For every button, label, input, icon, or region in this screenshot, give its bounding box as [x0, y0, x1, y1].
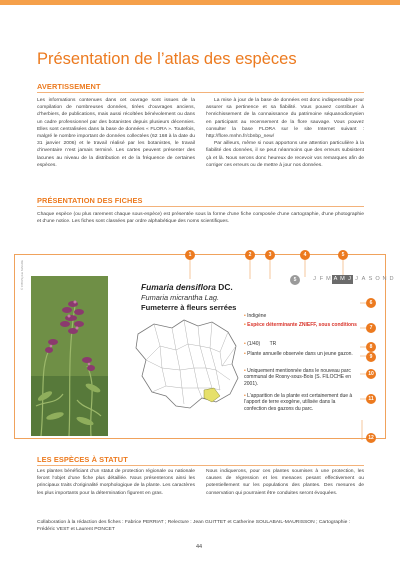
- distribution-map: [132, 316, 242, 431]
- sheet-notes: • Indigène • Espèce déterminante ZNIEFF, sous conditions • (1/40) TR • Plante annuelle observée dans un jeune gazon. • Uniquement mentionnée dans le nouveau parc communal de Rosny-sous-Bois (S. FILOCHE en 2001). • L’apparition de la plante est certainement due à l’apport de terre exogène, utilisée dans la confection des gazons du parc.: [244, 313, 357, 412]
- flowering-months: [311, 275, 395, 284]
- credits-text: Collaboration à la rédaction des fiches : Fabrice PERRIAT ; Relecture : Jean GUITTET et Catherine SOULABAIL-MAURISSON ; Cartographie : Frédéric VEST et Laurent PONCET: [37, 520, 351, 533]
- seine-saint-denis-map: [132, 316, 242, 431]
- callout-badge: 2: [245, 250, 255, 260]
- note-origin: L’apparition de la plante est certainement due à l’apport de terre exogène, utilisée dans la confection des gazons du parc.: [244, 393, 353, 412]
- note-indigenous: Indigène: [247, 313, 267, 319]
- section-heading-fiches: PRÉSENTATION DES FICHES: [37, 196, 143, 205]
- callout-badge: 3: [265, 250, 275, 260]
- french-name: Fumeterre à fleurs serrées: [141, 303, 237, 312]
- month-cell: J: [355, 276, 358, 282]
- avertissement-left-text: Les informations contenues dans cet ouvrage sont issues de la compilation de nombreuses données, tirées d’ouvrages anciens, d’herbiers, de publications, mais aussi récoltées bénévolement ou dans un cadre professionnel par des botanistes depuis plusieurs décennies. Elles sont centralisées dans la base de données « FLORA ». Toutefois, malgré le nombre important de données collectées (62 168 à la date du 31 janvier 2006) et le travail réalisé par les botanistes, le travail d’inventaire n’est jamais terminé. Les cartes peuvent présenter des lacunes au niveau de la distribution et de la fréquence de certaines espèces.: [37, 98, 195, 168]
- scientific-name: [141, 282, 233, 292]
- note-trend: TR: [269, 341, 277, 347]
- synonym-name: Fumaria micrantha Lag.: [141, 293, 220, 302]
- scientific-name-text: Fumaria densiflora: [141, 282, 216, 292]
- fumaria-photo-illustration: [31, 276, 108, 436]
- statut-left-text: Les plantes bénéficiant d’un statut de protection régionale ou nationale feront l’objet d’une fiche plus détaillée. Nous présenterons ainsi les principaux traits d’originalité morphologique de la plante. Les caractères les plus importants pour la détermination figurent en gras.: [37, 469, 195, 496]
- callout-badge: 12: [366, 433, 376, 443]
- page-title: Présentation de l’atlas des espèces: [37, 50, 297, 68]
- statut-right-text: Nous indiquerons, pour ces plantes soumises à une protection, les causes de régression et les menaces pesant effectivement ou potentiellement sur les populations des plantes. Des mesures de conservation qui pourraient être conduites seront évoquées.: [206, 469, 364, 496]
- callout-badge: 4: [300, 250, 310, 260]
- month-cell-active: M: [340, 276, 345, 282]
- month-cell-active: J: [346, 275, 353, 284]
- month-cell: M: [326, 276, 331, 282]
- callout-badge: 1: [185, 250, 195, 260]
- month-cell: S: [368, 276, 373, 282]
- callout-badge: 11: [366, 394, 376, 404]
- callout-badge: 10: [366, 369, 376, 379]
- scientific-name-author: DC.: [218, 282, 233, 292]
- callout-badge: 5: [338, 250, 348, 260]
- month-cell-active: A: [333, 276, 338, 282]
- section-heading-statut: LES ESPÈCES À STATUT: [37, 455, 128, 464]
- callout-badge: 6: [366, 298, 376, 308]
- note-znieff: Espèce déterminante ZNIEFF, sous conditions: [247, 322, 357, 328]
- note-habitat: Plante annuelle observée dans un jeune gazon.: [247, 351, 353, 357]
- photo-credit: © CBN/Sylvie MAGRE: [20, 259, 24, 290]
- month-cell: F: [319, 276, 324, 282]
- page-number: 44: [196, 544, 203, 550]
- month-cell: N: [382, 276, 387, 282]
- callout-badge: 8: [366, 342, 376, 352]
- section-heading-avertissement: AVERTISSEMENT: [37, 82, 101, 91]
- note-commune-count: (1/40): [247, 341, 261, 347]
- month-cell: J: [313, 276, 316, 282]
- avertissement-right-text-2: Par ailleurs, même si nous apportons une attention particulière à la fiabilité des données, il se peut néanmoins que des erreurs subsistent çà et là. Nous serons donc heureux de recevoir vos remarques afin de corriger ces erreurs ou de mettre à jour nos données.: [206, 141, 364, 168]
- status-badge: 5: [290, 275, 300, 285]
- avertissement-right-text-1: La mise à jour de la base de données est donc indispensable pour assurer sa pertinence et sa fiabilité. Vous pouvez contribuer à l’enrichissement de la connaissance du patrimoine séquanodionysien en participant au recensement de la flore sauvage. Vous pouvez consulter la base FLORA sur le site Internet suivant : http://flore.mnhn.fr/cbnbp_new/: [206, 98, 364, 140]
- fiches-intro: Chaque espèce (ou plus rarement chaque sous-espèce) est présentée sous la forme d’une fiche composée d’une cartographie, d’une photographie et d’une notice. Les fiches sont classées par ordre alphabétique des noms scientifiques.: [37, 212, 364, 225]
- section-rule: [37, 465, 364, 466]
- note-commune: Uniquement mentionnée dans le nouveau parc communal de Rosny-sous-Bois (S. FILOCHE en 2001).: [244, 368, 351, 387]
- month-cell: A: [361, 276, 366, 282]
- plant-photo: [31, 276, 108, 436]
- month-cell: D: [389, 276, 394, 282]
- callout-badge: 7: [366, 323, 376, 333]
- month-cell: O: [375, 276, 380, 282]
- callout-badge: 9: [366, 352, 376, 362]
